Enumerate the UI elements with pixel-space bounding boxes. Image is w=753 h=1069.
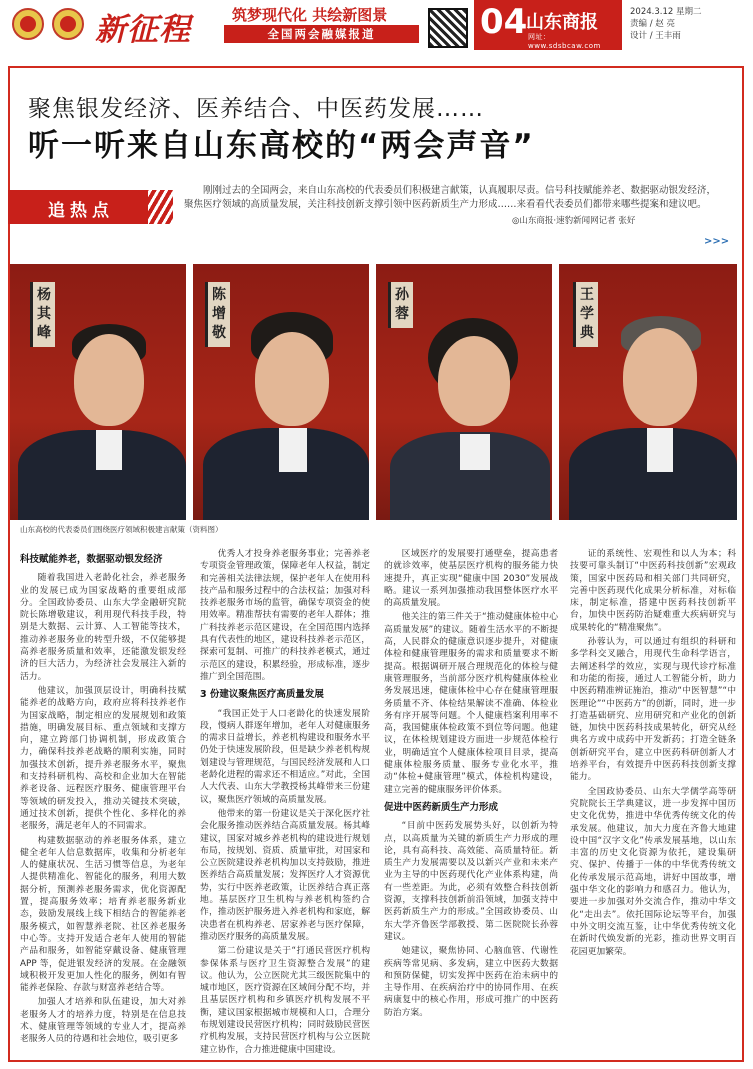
article-paragraph: 随着我国进入老龄化社会，养老服务业的发展已成为国家战略的重要组成部分。全国政协委员、山东大学金融研究院院长陈增敬建议，利用现代科技手段，特别是大数据、云计算、人工智能等技术，推动养老服务业的转型升级，不仅能够提高养老服务质量和效率，还能激发银发经济的巨大活力，为经济社会发展注入新的活力。 xyxy=(20,573,186,682)
article-subheading: 促进中医药新质生产力形成 xyxy=(384,801,499,813)
qr-code-icon[interactable] xyxy=(428,8,468,48)
portrait-name: 杨其峰 xyxy=(30,282,55,347)
article-paragraph: 他带来的第一份建议是关于深化医疗社会化服务推动医养结合高质量发展。杨其峰建议，国家对城乡养老机构的建设进行规划布局，按规划、资质、质量审批，对国家和公立医院建设养老机构加以支持鼓励，推进医养结合高质量发展；发挥医疗人才资源优势，实行中医养老政策，让医养结合真正落地。基层医疗卫生机构与养老机构签约合作，推动医护服务进入养老机构和家庭，解决患者在机构养老、居家养老与医疗保障，推动医疗服务的高质量发展。 xyxy=(200,808,370,942)
article-paragraph: “我国正处于人口老龄化的快速发展阶段，慢病人群逐年增加，老年人对健康服务的需求日益增长，养老机构建设和服务水平仍处于快速发展阶段，但是缺少养老机构规划建设与管理规范，与国民经济发展和人口老龄化进程的需求还不相适应。”对此，全国人大代表、山东大学教授杨其峰带来三份建议，聚焦医疗领域的高质量发展。 xyxy=(200,708,370,805)
article-paragraph: 证的系统性、宏观性和以人为本；科技要可靠头制订“中医药科技创新”宏观政策，国家中医药局和相关部门共同研究，完善中医药现代化成果分析标准，对标临床，制定标准，搭建中医药科技创新平台，加快中医药防治疑难重大疾病研究与成果转化的“精准聚焦”。 xyxy=(570,549,736,633)
masthead xyxy=(0,0,753,56)
article-column xyxy=(20,548,186,1048)
stripe-decoration xyxy=(148,190,173,224)
page-number: 04 xyxy=(480,2,528,42)
newspaper-name: 山东商报 xyxy=(526,12,598,33)
portrait-photo xyxy=(193,264,369,520)
article-paragraph: 他关注的第三件关于“推动健康体检中心高质量发展”的建议。随着生活水平的不断提高，人民群众的健康意识逐步提升，对健康体检和健康管理服务的需求和质量要求不断提高。根据调研开展合理规范化的体检与健康管理服务，当前部分医疗机构健康体检业务发展迅速，健康体检中心存在健康管理服务质量不齐、体检结果解读不准确、体检业务有序开展等问题。个人健康档案利用率不高，我国健康体检政策不到位等问题。他建议，在体检规划建设方面进一步规范体检行业，明确适宜个人健康体检项目目录，提高健康体检服务质量、服务专业化水平，推动“体检+健康管理”模式，体检机构建设，建立完善的健康服务评价体系。 xyxy=(384,612,558,795)
article-paragraph: “目前中医药发展势头好，以创新为特点，以高质量为关键的新质生产力形成的理论，具有高科技、高效能、高质量特征。新质生产力发展需要以及以新兴产业和未来产业为主导的中医药现代化产业体系构建，尚有一些差距。为此，必须有效整合科技创新资源，支撑科技创新前沿领域，加强支持中医药新质生产力的形成。”全国政协委员、山东大学齐鲁医学部教授、第二医院院长孙蓉建议。 xyxy=(384,821,558,942)
article-paragraph: 构建数据驱动的养老服务体系，建立健全老年人信息数据库，收集和分析老年人的健康状况、生活习惯等信息，为老年人提供精准化、智能化的服务，利用大数据分析，预测养老服务需求，优化资源配置，提高服务效率；培育养老服务新业态，鼓励发展线上线下相结合的智能养老服务模式，如智慧养老院、社区养老服务中心等。支持开发适合老年人使用的智能产品和服务，如智能穿戴设备、健康管理 APP 等，促进银发经济的发展。在金融领域积极开发更加人性化的服务，例如有智能养老保险、存款与财富养老结合等。 xyxy=(20,835,186,994)
article-subheading: 科技赋能养老，数据驱动银发经济 xyxy=(20,554,163,565)
issue-date: 2024.3.12 星期二 xyxy=(630,7,702,17)
portrait-name: 陈增敬 xyxy=(205,282,230,347)
designer: 设计 / 王丰雨 xyxy=(630,31,681,41)
portrait-name: 王学典 xyxy=(573,282,598,347)
issue-meta xyxy=(630,6,701,42)
section-tag-label: 追热点 xyxy=(48,201,114,221)
portrait-photo xyxy=(10,264,186,520)
article-paragraph: 第二份建议是关于“打通民营医疗机构参保体系与医疗卫生资源整合发展”的建议。他认为，公立医院尤其三级医院集中的城市地区，医疗资源在区域间分配不均，并且基层医疗机构和乡镇医疗机构发展不平衡，建议国家根据城市规模和人口，合理分布规划建设民营医疗机构；同时鼓励民营医疗机构发展，支持民营医疗机构与公立医院建立协作，合力推进健康中国建设。 xyxy=(200,946,370,1055)
portrait-photo xyxy=(376,264,552,520)
article-paragraph: 孙蓉认为，可以通过有组织的科研和多学科交叉融合，用现代生命科学语言，去阐述科学的效应，实现与现代诊疗标准和功能的衔接，通过人工智能分析，助力中医药精准辨证施治，推动“中医智慧”“中医理论”“中医药方”的创新，同时，进一步打造基础研究、应用研究和产业化的创新链，加快中医药科技成果转化，研究从经典名方或中成药中开发新药；打造全链条创新研究平台，建立中医药科研创新人才培养平台，有效提升中医药科技创新支撑能力。 xyxy=(570,637,736,783)
more-arrows-icon[interactable]: >>> xyxy=(704,236,730,247)
article-paragraph: 全国政协委员、山东大学儒学高等研究院院长王学典建议，进一步发挥中国历史文化优势，推进中华优秀传统文化的传承发展。他建议，加大力度在齐鲁大地建设中国“汉字文化”传承发展基地，以山东丰富的历史文化资源为依托，建设集研究、保护、传播于一体的中华优秀传统文化传承发展示范高地，讲好中国故事，增强中华文化的影响力和感召力。他认为，要进一步加强对外交流合作，推动中华文化“走出去”。依托国际论坛等平台，加强中外文明交流互鉴，让中华优秀传统文化在新时代焕发新的光彩，推动世界文明百花园更加繁荣。 xyxy=(570,786,736,957)
national-emblem-icon xyxy=(12,8,44,40)
sub-banner: 全国两会融媒报道 xyxy=(224,25,419,43)
article-paragraph: 她建议，聚焦协同、心脑血管、代谢性疾病等常见病、多发病，建立中医药大数据和预防保健，切实发挥中医药在治未病中的主导作用、在疾病治疗中的协同作用、在疾病康复中的核心作用，形成可推广的中医药防治方案。 xyxy=(384,946,558,1018)
portrait-name: 孙蓉 xyxy=(388,282,413,328)
article-paragraph: 加强人才培养和队伍建设，加大对养老服务人才的培养力度，特别是在信息技术、健康管理等领域的专业人才，提高养老服务人员的待遇和社会地位，吸引更多 xyxy=(20,997,186,1045)
party-emblem-icon xyxy=(52,8,84,40)
section-logo: 新征程 xyxy=(95,12,191,48)
photo-caption: 山东高校的代表委员们围绕医疗领域积极建言献策（资料图） xyxy=(20,525,223,534)
portrait-photo xyxy=(559,264,737,520)
article-column xyxy=(200,548,370,1056)
article-subheading: 3 份建议聚焦医疗高质量发展 xyxy=(200,689,324,701)
article-paragraph: 他建议，加强顶层设计，明确科技赋能养老的战略方向，政府应将科技养老作为国家战略，制定相应的发展规划和政策措施，明确发展目标、重点领域和支撑方向，建立跨部门协调机制，形成政策合力，确保科技养老战略的顺利实施，同时加强技术创新，提升养老服务水平，聚焦和支持科研机构、高校和企业加大在智能养老设备、远程医疗服务、健康管理平台等领域的研发投入，推动关键技术突破，通过技术创新，提供个性化、多样化的养老服务，满足老年人的不同需求。 xyxy=(20,685,186,832)
editor: 责编 / 赵 亮 xyxy=(630,19,675,29)
intro-paragraph: 刚刚过去的全国两会，来自山东高校的代表委员们积极建言献策，认真履职尽责。信号科技赋能养老、数据驱动银发经济，聚焦医疗领域的高质量发展，关注科技创新支撑引领中医药新质生产力形成……来看看代表委员们都带来哪些提案和建议吧。 xyxy=(184,185,717,210)
article-paragraph: 区域医疗的发展要打通壁垒，提高患者的就诊效率，使基层医疗机构的服务能力快速提升，真正实现“健康中国 2030”发展战略。建议一系列加强推动我国整体医疗水平的高质量发展。 xyxy=(384,549,558,609)
headline-kicker: 聚焦银发经济、医养结合、中医药发展…… xyxy=(28,96,484,122)
article-column xyxy=(384,548,558,1021)
section-tag xyxy=(8,190,173,224)
slogan: 筑梦现代化 共绘新图景 xyxy=(232,6,388,24)
website: 网址：www.sdsbcaw.com xyxy=(528,33,601,50)
page-number-block xyxy=(474,0,622,50)
byline: ◎山东商报·速豹新闻网记者 张好 xyxy=(512,216,636,226)
headline-title: 听一听来自山东高校的“两会声音” xyxy=(28,128,535,164)
article-column xyxy=(570,548,736,960)
article-paragraph: 优秀人才投身养老服务事业；完善养老专项资金管理政策，保障老年人权益，制定和完善相关法律法规，保护老年人在使用科技产品和服务过程中的合法权益；加强对科技养老服务市场的监管，确保专项资金的使用效率。精准帮扶有需要的老年人群体；推广科技养老示范区建设，在全国范围内选择具有代表性的地区，建设科技养老示范区，探索可复制、可推广的科技养老模式，通过示范区的建设，积累经验，形成标准，逐步推广到全国范围。 xyxy=(200,549,370,682)
